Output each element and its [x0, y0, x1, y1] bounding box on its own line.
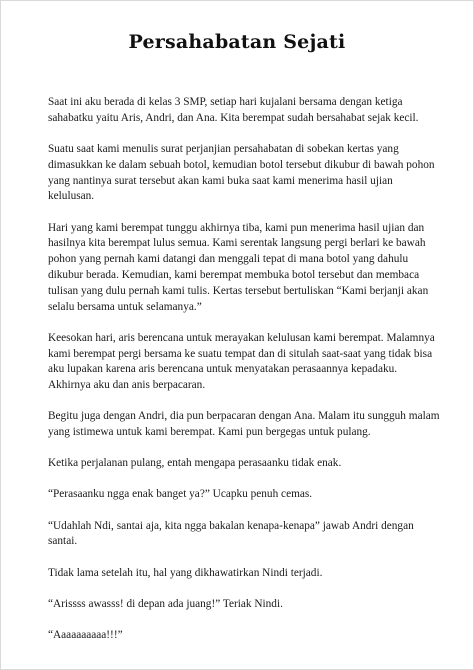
- paragraph-1: Saat ini aku berada di kelas 3 SMP, setiap hari kujalani bersama dengan ketiga sahabatku yaitu Aris, Andri, dan Ana. Kita berempat sudah bersahabat sejak kecil.: [48, 96, 419, 124]
- paragraph-5: Begitu juga dengan Andri, dia pun berpacaran dengan Ana. Malam itu sungguh malam yang istimewa untuk kami berempat. Kami pun bergegas untuk pulang.: [48, 410, 440, 439]
- paragraph-4: Keesokan hari, aris berencana untuk merayakan kelulusan kami berempat. Malamnya kami berempat pergi bersama ke suatu tempat dan di situlah saat-saat yang tidak bisa aku lupakan karena aris berencana untuk menyatakan perasaannya kepadaku. Akhirnya aku dan anis berpacaran.: [48, 331, 435, 392]
- paragraph-7: “Perasaanku ngga enak banget ya?” Ucapku penuh cemas.: [48, 488, 313, 501]
- page-title: Persahabatan Sejati: [128, 31, 346, 53]
- paragraph-9: Tidak lama setelah itu, hal yang dikhawatirkan Nindi terjadi.: [48, 566, 323, 579]
- paragraph-6: Ketika perjalanan pulang, entah mengapa perasaanku tidak enak.: [48, 457, 342, 470]
- paragraph-8: “Udahlah Ndi, santai aja, kita ngga bakalan kenapa-kenapa” jawab Andri dengan santai.: [48, 519, 414, 548]
- paragraph-11: “Aaaaaaaaaa!!!”: [48, 629, 123, 642]
- paragraph-2: Suatu saat kami menulis surat perjanjian persahabatan di sobekan kertas yang dimasukkan ke dalam sebuah botol, kemudian botol tersebut dikubur di bawah pohon yang nantinya surat tersebut akan kami buka saat kami menerima hasil ujian kelulusan.: [48, 142, 435, 203]
- story-body: [48, 95, 440, 659]
- paragraph-3: Hari yang kami berempat tunggu akhirnya tiba, kami pun menerima hasil ujian dan hasilnya kita berempat lulus semua. Kami serentak langsung pergi berlari ke bawah pohon yang pernah kami datangi dan menggali tepat di mana botol yang dahulu dikubur berada. Kemudian, kami berempat membuka botol tersebut dan membaca tulisan yang dulu pernah kami tulis. Kertas tersebut bertuliskan “Kami berjanji akan selalu bersama untuk selamanya.”: [48, 221, 429, 313]
- paragraph-10: “Arissss awasss! di depan ada juang!” Teriak Nindi.: [48, 597, 283, 610]
